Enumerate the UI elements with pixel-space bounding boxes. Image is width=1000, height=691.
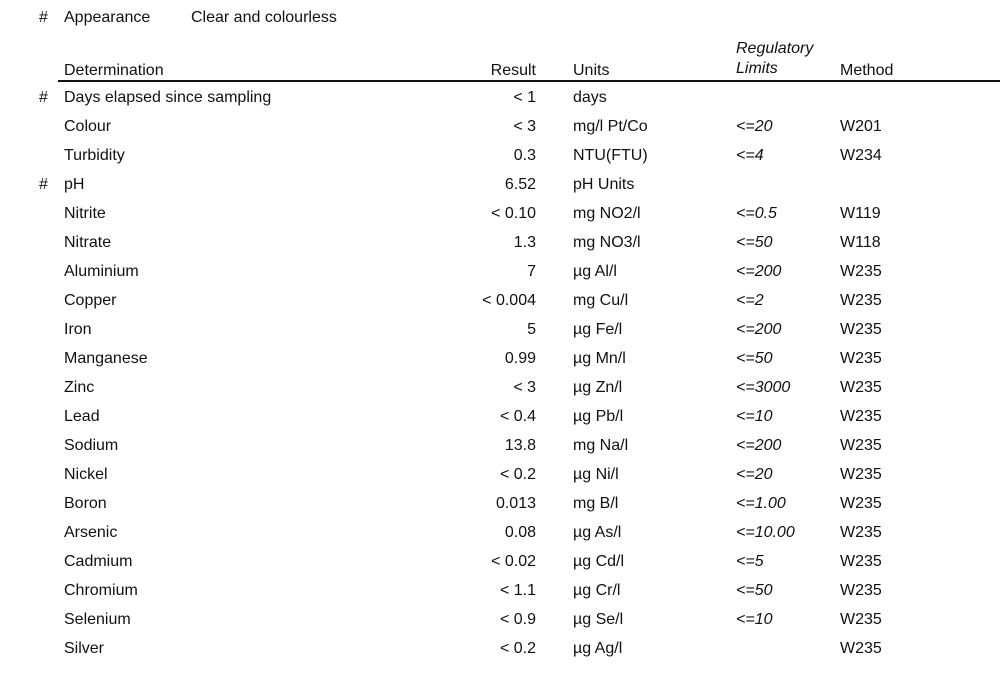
row-method: W235 [840, 292, 882, 309]
row-determination: Days elapsed since sampling [64, 89, 272, 106]
row-limit: <=5 [736, 553, 764, 570]
row-result: < 0.004 [482, 292, 536, 309]
row-units: mg Cu/l [573, 292, 629, 309]
row-result: < 0.10 [491, 205, 536, 222]
row-result: < 0.02 [491, 553, 536, 570]
row-result: < 0.4 [499, 408, 536, 425]
row-determination: Lead [64, 408, 100, 425]
header-limits-line2: Limits [736, 60, 778, 77]
row-result: < 1.1 [499, 582, 536, 599]
row-units: mg Na/l [573, 437, 629, 454]
row-method: W235 [840, 408, 882, 425]
row-method: W235 [840, 582, 882, 599]
row-units: µg Se/l [573, 611, 624, 628]
row-units: mg NO3/l [573, 234, 641, 251]
row-method: W235 [840, 379, 882, 396]
appearance-value: Clear and colourless [191, 9, 337, 26]
row-result: < 0.9 [499, 611, 536, 628]
row-method: W234 [840, 147, 882, 164]
row-units: µg Cr/l [573, 582, 621, 599]
row-determination: Boron [64, 495, 107, 512]
row-limit: <=50 [736, 582, 773, 599]
row-units: pH Units [573, 176, 635, 193]
row-units: mg/l Pt/Co [573, 118, 648, 135]
row-result: 13.8 [504, 437, 536, 454]
row-limit: <=50 [736, 234, 773, 251]
row-marker: # [39, 176, 48, 193]
row-limit: <=0.5 [736, 205, 777, 222]
row-result: < 0.2 [499, 466, 536, 483]
row-limit: <=20 [736, 118, 773, 135]
header-determination: Determination [64, 62, 164, 79]
row-result: 7 [527, 263, 536, 280]
row-limit: <=50 [736, 350, 773, 367]
header-method: Method [840, 62, 894, 79]
row-method: W235 [840, 553, 882, 570]
row-limit: <=2 [736, 292, 764, 309]
row-determination: pH [64, 176, 85, 193]
row-units: µg Ni/l [573, 466, 619, 483]
row-method: W235 [840, 350, 882, 367]
row-limit: <=10 [736, 408, 773, 425]
row-units: µg Pb/l [573, 408, 624, 425]
row-units: µg Fe/l [573, 321, 623, 338]
header-rule [58, 80, 1000, 82]
row-limit: <=10.00 [736, 524, 795, 541]
row-method: W235 [840, 611, 882, 628]
row-method: W235 [840, 640, 882, 657]
row-units: µg Zn/l [573, 379, 623, 396]
row-limit: <=1.00 [736, 495, 786, 512]
row-method: W235 [840, 263, 882, 280]
row-determination: Sodium [64, 437, 119, 454]
row-result: 6.52 [504, 176, 536, 193]
row-determination: Nitrite [64, 205, 106, 222]
row-limit: <=200 [736, 437, 782, 454]
row-result: < 3 [513, 118, 536, 135]
row-determination: Arsenic [64, 524, 118, 541]
header-limits-line1: Regulatory [736, 40, 814, 57]
row-units: µg Al/l [573, 263, 617, 280]
row-determination: Copper [64, 292, 117, 309]
row-determination: Chromium [64, 582, 138, 599]
row-units: µg Ag/l [573, 640, 623, 657]
row-result: 1.3 [513, 234, 536, 251]
row-determination: Nitrate [64, 234, 112, 251]
row-determination: Manganese [64, 350, 148, 367]
row-units: µg Cd/l [573, 553, 625, 570]
row-method: W235 [840, 466, 882, 483]
row-limit: <=200 [736, 263, 782, 280]
row-result: 0.08 [504, 524, 536, 541]
row-units: µg As/l [573, 524, 622, 541]
row-units: NTU(FTU) [573, 147, 648, 164]
row-determination: Aluminium [64, 263, 139, 280]
row-determination: Silver [64, 640, 105, 657]
row-method: W118 [840, 234, 881, 251]
header-units: Units [573, 62, 610, 79]
row-method: W235 [840, 321, 882, 338]
row-marker: # [39, 89, 48, 106]
row-limit: <=200 [736, 321, 782, 338]
row-limit: <=3000 [736, 379, 791, 396]
row-determination: Turbidity [64, 147, 125, 164]
row-result: 0.99 [504, 350, 536, 367]
row-result: < 3 [513, 379, 536, 396]
row-result: < 0.2 [499, 640, 536, 657]
row-method: W235 [840, 437, 882, 454]
row-method: W201 [840, 118, 882, 135]
row-determination: Iron [64, 321, 92, 338]
row-determination: Colour [64, 118, 112, 135]
row-result: 0.013 [495, 495, 536, 512]
row-method: W235 [840, 524, 882, 541]
appearance-label: Appearance [64, 9, 151, 26]
row-limit: <=4 [736, 147, 764, 164]
row-result: 0.3 [513, 147, 536, 164]
row-units: µg Mn/l [573, 350, 626, 367]
appearance-marker: # [39, 9, 48, 26]
row-method: W235 [840, 495, 882, 512]
row-determination: Cadmium [64, 553, 133, 570]
row-method: W119 [840, 205, 881, 222]
row-units: mg NO2/l [573, 205, 641, 222]
row-determination: Zinc [64, 379, 95, 396]
row-limit: <=20 [736, 466, 773, 483]
row-limit: <=10 [736, 611, 773, 628]
row-result: 5 [527, 321, 536, 338]
row-units: mg B/l [573, 495, 619, 512]
row-determination: Nickel [64, 466, 108, 483]
row-units: days [573, 89, 607, 106]
header-result: Result [490, 62, 536, 79]
row-determination: Selenium [64, 611, 131, 628]
row-result: < 1 [513, 89, 536, 106]
